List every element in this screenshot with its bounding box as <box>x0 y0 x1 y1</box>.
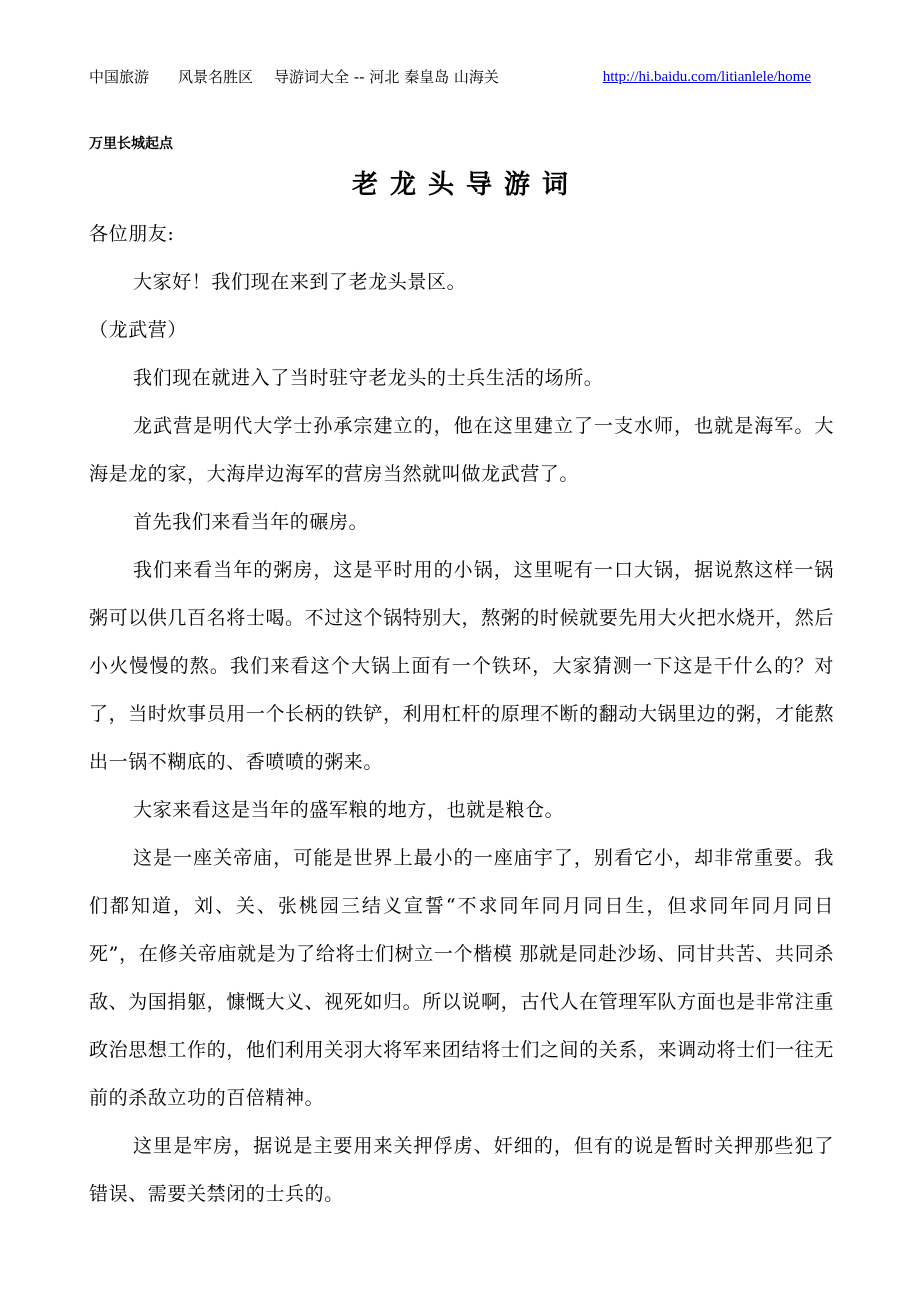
document-body <box>89 210 834 1218</box>
page-title: 老龙头导游词 <box>351 170 580 200</box>
paragraph-section-label: （龙武营） <box>89 319 188 341</box>
header-link[interactable]: http://hi.baidu.com/litianlele/home <box>602 69 811 85</box>
paragraph-greeting: 各位朋友: <box>89 223 175 245</box>
paragraph: 首先我们来看当年的碾房。 <box>133 511 369 533</box>
paragraph: 龙武营是明代大学士孙承宗建立的，他在这里建立了一支水师，也就是海军。大海是龙的家，大海岸边海军的营房当然就叫做龙武营了。 <box>89 415 834 485</box>
paragraph: 大家来看这是当年的盛军粮的地方，也就是粮仓。 <box>133 799 565 821</box>
header-section-travel: 中国旅游 <box>89 68 150 86</box>
paragraph: 我们现在就进入了当时驻守老龙头的士兵生活的场所。 <box>133 367 604 389</box>
section-subtitle: 万里长城起点 <box>89 136 173 152</box>
header-section-guide: 导游词大全 -- 河北 秦皇岛 山海关 <box>274 68 499 86</box>
paragraph: 大家好！我们现在来到了老龙头景区。 <box>133 271 467 293</box>
page-header <box>89 66 811 90</box>
paragraph: 这是一座关帝庙，可能是世界上最小的一座庙宇了，别看它小，却非常重要。我们都知道，刘、关、张桃园三结义宣誓“不求同年同月同日生，但求同年同月同日死”，在修关帝庙就是为了给将士们树立一个楷模 那就是同赴沙场、同甘共苦、共同杀敌、为国捐躯，慷慨大义、视死如归。所以说啊，古代人在管理军队方面也是非常注重政治思想工作的，他们利用关羽大将军来团结将士们之间的关系，来调动将士们一往无前的杀敌立功的百倍精神。 <box>89 847 834 1109</box>
paragraph: 我们来看当年的粥房，这是平时用的小锅，这里呢有一口大锅，据说熬这样一锅粥可以供几百名将士喝。不过这个锅特别大，熬粥的时候就要先用大火把水烧开，然后小火慢慢的熬。我们来看这个大锅上面有一个铁环，大家猜测一下这是干什么的？对了，当时炊事员用一个长柄的铁铲，利用杠杆的原理不断的翻动大锅里边的粥，才能熬出一锅不糊底的、香喷喷的粥来。 <box>89 559 834 773</box>
header-section-scenic: 风景名胜区 <box>178 68 254 86</box>
paragraph: 这里是牢房，据说是主要用来关押俘虏、奸细的，但有的说是暂时关押那些犯了错误、需要关禁闭的士兵的。 <box>89 1135 834 1205</box>
